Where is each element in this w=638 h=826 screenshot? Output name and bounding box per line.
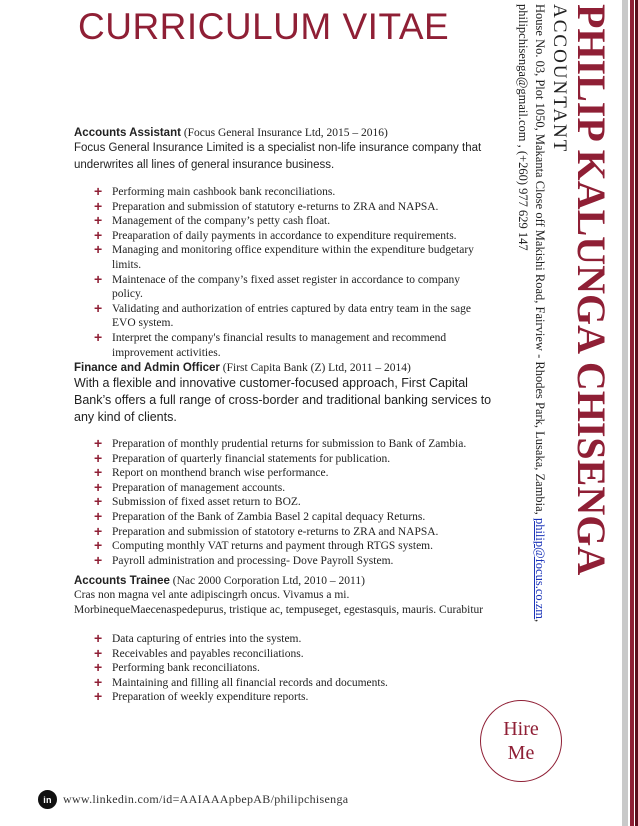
job-section-2 xyxy=(74,362,494,568)
profile-address xyxy=(531,4,548,644)
plus-bullet-icon: + xyxy=(94,226,103,243)
list-item-text: Preparation of management accounts. xyxy=(112,481,286,494)
plus-bullet-icon: + xyxy=(94,522,103,539)
job-org: (Nac 2000 Corporation Ltd, 2010 – 2011) xyxy=(172,575,365,587)
job-org: (Focus General Insurance Ltd, 2015 – 2016) xyxy=(183,127,388,139)
plus-bullet-icon: + xyxy=(94,630,103,646)
list-item-text: Receivables and payables reconciliations. xyxy=(112,647,304,660)
list-item-text: Data capturing of entries into the system. xyxy=(112,633,302,645)
plus-bullet-icon: + xyxy=(94,507,103,524)
plus-bullet-icon: + xyxy=(94,673,103,690)
job-heading xyxy=(74,362,494,374)
job-heading xyxy=(74,127,484,139)
list-item-text: Computing monthly VAT returns and payment through RTGS system. xyxy=(112,540,433,553)
plus-bullet-icon: + xyxy=(94,241,103,258)
job-duties-list xyxy=(74,632,484,705)
hire-badge-line1: Hire xyxy=(503,718,539,740)
list-item-text: Preparation of monthly prudential returns for submission to Bank of Zambia. xyxy=(112,438,467,450)
hire-badge-line2: Me xyxy=(507,742,535,764)
job-section-3 xyxy=(74,575,484,705)
profile-role: ACCOUNTANT xyxy=(549,4,570,154)
address-email-link[interactable]: philip@focus.co.zm xyxy=(533,517,547,620)
plus-bullet-icon: + xyxy=(94,493,103,510)
list-item-text: Managing and monitoring office expenditure within the expenditure budgetary limits. xyxy=(112,244,474,271)
list-item xyxy=(74,226,484,244)
profile-contact: philipchisenga@gmail.com , (+260) 977 629 147 xyxy=(516,4,530,251)
plus-bullet-icon: + xyxy=(94,299,103,316)
list-item xyxy=(74,673,484,691)
plus-bullet-icon: + xyxy=(94,551,103,568)
list-item xyxy=(74,690,484,705)
list-item-text: Validating and authorization of entries captured by data entry team in the sage EVO system. xyxy=(112,302,471,330)
list-item-text: Maintaining and filling all financial records and documents. xyxy=(112,676,388,689)
job-title: Finance and Admin Officer xyxy=(74,362,220,374)
list-item-text: Preaparation of daily payments in accordance to expenditure requirements. xyxy=(112,229,457,242)
list-item-text: Preparation of the Bank of Zambia Basel 2 capital dequacy Returns. xyxy=(112,510,426,523)
list-item xyxy=(74,495,494,510)
hire-me-badge[interactable] xyxy=(480,700,562,782)
decorative-stripe-red xyxy=(630,0,634,826)
list-item xyxy=(74,449,494,467)
list-item xyxy=(74,539,494,554)
plus-bullet-icon: + xyxy=(94,328,103,345)
list-item-text: Preparation and submission of statotory e-returns to ZRA and NAPSA. xyxy=(112,525,439,538)
list-item-text: Preparation of quarterly financial statements for publication. xyxy=(112,452,391,465)
decorative-stripe-gray xyxy=(622,0,628,826)
list-item-text: Maintenace of the company’s fixed asset register in accordance to company policy. xyxy=(112,273,461,301)
list-item xyxy=(74,214,484,229)
list-item-text: Performing main cashbook bank reconciliations. xyxy=(112,186,336,198)
list-item-text: Interpret the company's financial results to management and recommend improvement activities. xyxy=(112,331,447,359)
list-item xyxy=(74,644,484,662)
list-item-text: Payroll administration and processing- Dove Payroll System. xyxy=(112,554,394,567)
profile-sidebar xyxy=(507,4,614,644)
plus-bullet-icon: + xyxy=(94,478,103,495)
profile-rotated-block xyxy=(507,4,614,644)
plus-bullet-icon: + xyxy=(94,435,103,451)
plus-bullet-icon: + xyxy=(94,197,103,214)
list-item xyxy=(74,551,494,569)
list-item xyxy=(74,437,494,452)
list-item xyxy=(74,661,484,676)
list-item xyxy=(74,243,484,272)
job-title: Accounts Trainee xyxy=(74,575,170,587)
plus-bullet-icon: + xyxy=(94,212,103,229)
job-heading xyxy=(74,575,484,587)
plus-bullet-icon: + xyxy=(94,464,103,481)
list-item xyxy=(74,632,484,647)
address-text: House No. 03, Plot 1050, Makanta Close off Makishi Road, Fairview - Rhodes Park, Lusaka, Zambia, xyxy=(533,4,547,515)
plus-bullet-icon: + xyxy=(94,659,103,676)
list-item xyxy=(74,522,494,540)
job-description: Focus General Insurance Limited is a specialist non-life insurance company that underwrites all lines of general insurance business. xyxy=(74,142,482,171)
job-description: With a flexible and innovative customer-focused approach, First Capital Bank’s offers a full range of cross-border and traditional banking services to any kind of clients. xyxy=(74,376,492,424)
document-title: CURRICULUM VITAE xyxy=(78,6,450,47)
list-item-text: Performing bank reconciliatons. xyxy=(112,662,260,675)
list-item xyxy=(74,270,484,302)
list-item-text: Submission of fixed asset return to BOZ. xyxy=(112,496,301,509)
list-item xyxy=(74,299,484,331)
job-description: Cras non magna vel ante adipiscingrh oncus. Vivamus a mi. MorbinequeMaecenaspedepurus, tristique ac, tempuseget, egestasquis, mauris. Curabitur xyxy=(74,589,484,616)
list-item xyxy=(74,328,484,360)
linkedin-footer xyxy=(38,790,348,809)
job-title: Accounts Assistant xyxy=(74,127,181,139)
list-item xyxy=(74,185,484,200)
list-item-text: Report on monthend branch wise performance. xyxy=(112,467,329,480)
list-item-text: Preparation and submission of statutory e-returns to ZRA and NAPSA. xyxy=(112,200,439,213)
job-section-1 xyxy=(74,127,484,360)
job-duties-list xyxy=(74,185,484,360)
plus-bullet-icon: + xyxy=(94,449,103,466)
linkedin-url-link[interactable]: www.linkedin.com/id=AAIAAApbepAB/philipchisenga xyxy=(63,792,349,806)
plus-bullet-icon: + xyxy=(94,644,103,661)
profile-name: PHILIP KALUNGA CHISENGA xyxy=(569,4,614,576)
plus-bullet-icon: + xyxy=(94,537,103,554)
plus-bullet-icon: + xyxy=(94,270,103,287)
list-item xyxy=(74,507,494,525)
linkedin-icon: in xyxy=(38,790,57,809)
list-item-text: Management of the company’s petty cash float. xyxy=(112,215,331,228)
list-item xyxy=(74,478,494,496)
job-org: (First Capita Bank (Z) Ltd, 2011 – 2014) xyxy=(222,362,411,374)
job-duties-list xyxy=(74,437,494,568)
plus-bullet-icon: + xyxy=(94,688,103,705)
address-trail: , xyxy=(533,619,547,623)
list-item xyxy=(74,466,494,481)
list-item xyxy=(74,197,484,215)
plus-bullet-icon: + xyxy=(94,183,103,199)
list-item-text: Preparation of weekly expenditure reports. xyxy=(112,691,309,704)
